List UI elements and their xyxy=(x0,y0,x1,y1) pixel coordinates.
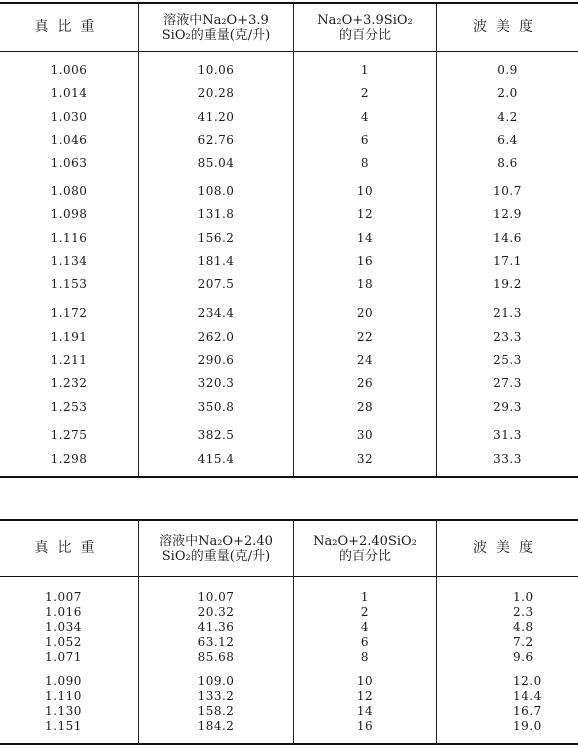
cell-specific-gravity: 1.006 xyxy=(50,63,88,77)
cell-percentage: 8 xyxy=(360,156,370,170)
cell-percentage: 2 xyxy=(360,604,370,619)
header-rule xyxy=(0,51,578,52)
table-row xyxy=(0,152,578,174)
cell-baume: 7.2 xyxy=(513,634,534,649)
cell-silicate-weight: 20.32 xyxy=(197,604,235,619)
header-baume: 波美度 xyxy=(473,540,542,556)
cell-baume: 14.4 xyxy=(513,688,542,703)
table-row xyxy=(0,227,578,249)
table-row xyxy=(0,82,578,104)
cell-silicate-weight: 131.8 xyxy=(197,207,235,221)
header-percentage xyxy=(294,521,436,576)
cell-silicate-weight: 207.5 xyxy=(197,277,235,291)
table-row xyxy=(0,273,578,295)
cell-percentage: 4 xyxy=(360,619,370,634)
cell-baume: 12.0 xyxy=(513,673,542,688)
header-silicate-weight-line2: SiO₂的重量(克/升) xyxy=(161,27,271,43)
table-row xyxy=(0,673,578,688)
cell-percentage: 14 xyxy=(356,231,374,245)
cell-silicate-weight: 234.4 xyxy=(197,306,235,320)
cell-specific-gravity: 1.014 xyxy=(50,86,88,100)
cell-silicate-weight: 63.12 xyxy=(197,634,235,649)
cell-percentage: 32 xyxy=(356,452,374,466)
header-baume: 波美度 xyxy=(473,19,542,35)
cell-baume: 16.7 xyxy=(513,703,542,718)
cell-baume: 23.3 xyxy=(493,330,522,344)
cell-silicate-weight: 109.0 xyxy=(197,673,235,688)
table-row xyxy=(0,302,578,324)
cell-specific-gravity: 1.007 xyxy=(45,589,82,604)
cell-baume: 25.3 xyxy=(493,353,522,367)
cell-specific-gravity: 1.046 xyxy=(50,133,88,147)
header-percentage xyxy=(294,4,436,51)
cell-percentage: 2 xyxy=(360,86,370,100)
cell-percentage: 6 xyxy=(360,133,370,147)
cell-baume: 6.4 xyxy=(497,133,518,147)
cell-silicate-weight: 320.3 xyxy=(197,376,235,390)
cell-percentage: 24 xyxy=(356,353,374,367)
header-percentage-line1: Na₂O+2.40SiO₂ xyxy=(313,533,417,549)
cell-silicate-weight: 181.4 xyxy=(197,254,235,268)
cell-baume: 2.3 xyxy=(513,604,534,619)
cell-baume: 17.1 xyxy=(493,254,522,268)
header-specific-gravity: 真比重 xyxy=(34,540,104,556)
cell-percentage: 10 xyxy=(356,184,374,198)
table-row xyxy=(0,649,578,664)
cell-silicate-weight: 85.68 xyxy=(197,649,235,664)
cell-baume: 4.2 xyxy=(497,110,518,124)
table-row xyxy=(0,106,578,128)
cell-specific-gravity: 1.172 xyxy=(50,306,88,320)
table-row xyxy=(0,129,578,151)
cell-baume: 14.6 xyxy=(493,231,522,245)
cell-silicate-weight: 20.28 xyxy=(197,86,235,100)
cell-specific-gravity: 1.298 xyxy=(50,452,88,466)
bottom-rule xyxy=(0,743,578,745)
cell-baume: 12.9 xyxy=(493,207,522,221)
table-row xyxy=(0,326,578,348)
table-row xyxy=(0,634,578,649)
cell-percentage: 26 xyxy=(356,376,374,390)
cell-baume: 1.0 xyxy=(513,589,534,604)
table-row xyxy=(0,604,578,619)
header-percentage-line1: Na₂O+3.9SiO₂ xyxy=(317,12,413,28)
cell-percentage: 18 xyxy=(356,277,374,291)
header-percentage-line2: 的百分比 xyxy=(338,548,391,564)
cell-baume: 19.0 xyxy=(513,718,542,733)
cell-silicate-weight: 184.2 xyxy=(197,718,235,733)
cell-percentage: 4 xyxy=(360,110,370,124)
cell-silicate-weight: 262.0 xyxy=(197,330,235,344)
cell-silicate-weight: 156.2 xyxy=(197,231,235,245)
cell-baume: 0.9 xyxy=(497,63,518,77)
table-row xyxy=(0,372,578,394)
cell-specific-gravity: 1.098 xyxy=(50,207,88,221)
cell-percentage: 16 xyxy=(356,718,374,733)
cell-specific-gravity: 1.211 xyxy=(50,353,88,367)
cell-percentage: 10 xyxy=(356,673,374,688)
bottom-rule xyxy=(0,476,578,478)
cell-baume: 29.3 xyxy=(493,400,522,414)
table-row xyxy=(0,203,578,225)
header-silicate-weight-line1: 溶液中Na₂O+2.40 xyxy=(159,533,273,549)
table-row xyxy=(0,349,578,371)
header-silicate-weight xyxy=(139,4,293,51)
cell-silicate-weight: 85.04 xyxy=(197,156,235,170)
cell-specific-gravity: 1.253 xyxy=(50,400,88,414)
cell-specific-gravity: 1.052 xyxy=(45,634,82,649)
cell-percentage: 6 xyxy=(360,634,370,649)
cell-specific-gravity: 1.191 xyxy=(50,330,88,344)
cell-specific-gravity: 1.090 xyxy=(45,673,82,688)
table-row xyxy=(0,688,578,703)
cell-percentage: 8 xyxy=(360,649,370,664)
cell-silicate-weight: 62.76 xyxy=(197,133,235,147)
cell-baume: 19.2 xyxy=(493,277,522,291)
cell-baume: 10.7 xyxy=(493,184,522,198)
cell-percentage: 12 xyxy=(356,207,374,221)
cell-percentage: 30 xyxy=(356,428,374,442)
header-silicate-weight xyxy=(139,521,293,576)
cell-specific-gravity: 1.275 xyxy=(50,428,88,442)
cell-specific-gravity: 1.232 xyxy=(50,376,88,390)
cell-specific-gravity: 1.080 xyxy=(50,184,88,198)
cell-baume: 2.0 xyxy=(497,86,518,100)
table-row xyxy=(0,250,578,272)
cell-silicate-weight: 133.2 xyxy=(197,688,235,703)
header-rule xyxy=(0,576,578,577)
table-row xyxy=(0,718,578,733)
cell-silicate-weight: 415.4 xyxy=(197,452,235,466)
cell-percentage: 20 xyxy=(356,306,374,320)
table-row xyxy=(0,180,578,202)
cell-silicate-weight: 350.8 xyxy=(197,400,235,414)
table-row xyxy=(0,424,578,446)
cell-baume: 8.6 xyxy=(497,156,518,170)
cell-percentage: 22 xyxy=(356,330,374,344)
cell-baume: 9.6 xyxy=(513,649,534,664)
header-silicate-weight-line2: SiO₂的重量(克/升) xyxy=(161,548,271,564)
cell-percentage: 28 xyxy=(356,400,374,414)
cell-baume: 4.8 xyxy=(513,619,534,634)
cell-specific-gravity: 1.071 xyxy=(45,649,82,664)
cell-percentage: 12 xyxy=(356,688,374,703)
cell-specific-gravity: 1.063 xyxy=(50,156,88,170)
cell-specific-gravity: 1.151 xyxy=(45,718,82,733)
cell-baume: 31.3 xyxy=(493,428,522,442)
cell-silicate-weight: 10.07 xyxy=(197,589,235,604)
cell-percentage: 1 xyxy=(360,63,370,77)
cell-percentage: 1 xyxy=(360,589,370,604)
table-row xyxy=(0,619,578,634)
cell-percentage: 16 xyxy=(356,254,374,268)
cell-specific-gravity: 1.110 xyxy=(45,688,82,703)
cell-baume: 27.3 xyxy=(493,376,522,390)
cell-silicate-weight: 10.06 xyxy=(197,63,235,77)
cell-specific-gravity: 1.034 xyxy=(45,619,82,634)
cell-silicate-weight: 41.20 xyxy=(197,110,235,124)
cell-baume: 33.3 xyxy=(493,452,522,466)
cell-specific-gravity: 1.116 xyxy=(50,231,88,245)
cell-silicate-weight: 41.36 xyxy=(197,619,235,634)
cell-specific-gravity: 1.153 xyxy=(50,277,88,291)
cell-specific-gravity: 1.030 xyxy=(50,110,88,124)
table-row xyxy=(0,448,578,470)
table-row xyxy=(0,703,578,718)
cell-baume: 21.3 xyxy=(493,306,522,320)
cell-silicate-weight: 382.5 xyxy=(197,428,235,442)
table-row xyxy=(0,589,578,604)
cell-silicate-weight: 290.6 xyxy=(197,353,235,367)
cell-silicate-weight: 108.0 xyxy=(197,184,235,198)
cell-specific-gravity: 1.130 xyxy=(45,703,82,718)
cell-specific-gravity: 1.016 xyxy=(45,604,82,619)
cell-percentage: 14 xyxy=(356,703,374,718)
header-silicate-weight-line1: 溶液中Na₂O+3.9 xyxy=(163,12,269,28)
header-specific-gravity: 真比重 xyxy=(34,19,104,35)
header-percentage-line2: 的百分比 xyxy=(338,27,391,43)
table-row xyxy=(0,59,578,81)
table-row xyxy=(0,396,578,418)
cell-specific-gravity: 1.134 xyxy=(50,254,88,268)
cell-silicate-weight: 158.2 xyxy=(197,703,235,718)
